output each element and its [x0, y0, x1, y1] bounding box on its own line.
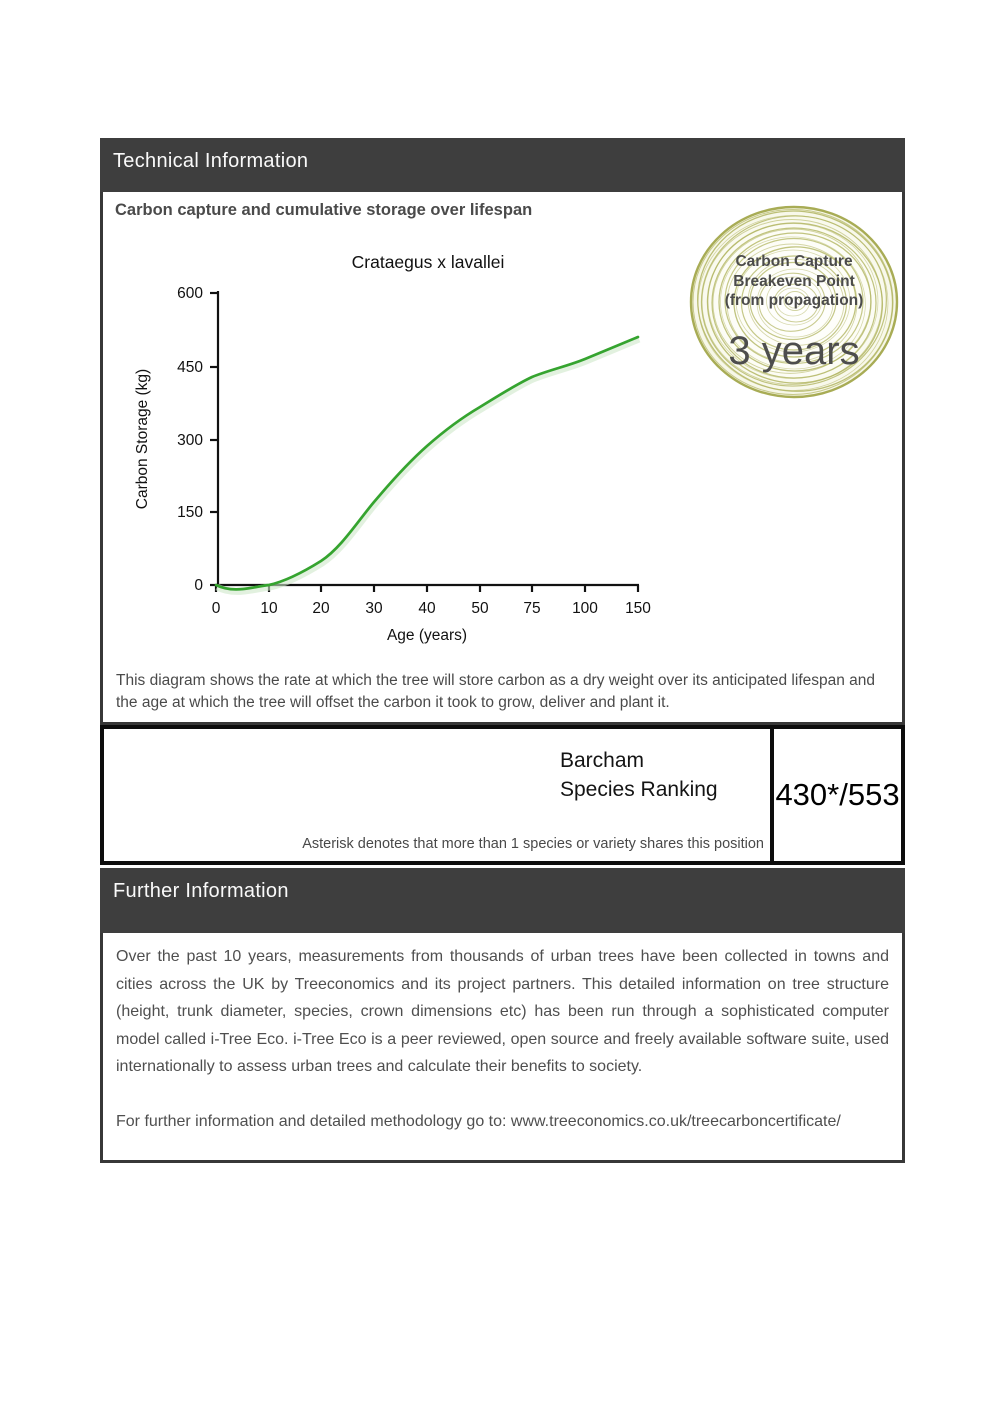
further-information-paragraph: Over the past 10 years, measurements from thousands of urban trees have been collected in towns and cities across the UK by Treeconomics and its project partners. This detailed information on tree structure (height, trunk diameter, species, crown dimensions etc) has been run through a sophisticated computer model called i-Tree Eco. i-Tree Eco is a peer reviewed, open source and freely available software suite, used internationally to assess urban trees and calculate their benefits to society. — [116, 948, 889, 1075]
further-information-header — [100, 868, 905, 933]
ranking-label-line1: Barcham — [560, 749, 645, 772]
ranking-value-cell — [770, 729, 901, 861]
technical-section — [100, 192, 905, 725]
y-axis-title: Carbon Storage (kg) — [134, 368, 151, 510]
x-tick-label: 40 — [418, 600, 436, 617]
y-tick-label: 300 — [177, 432, 203, 449]
x-tick-label: 0 — [211, 600, 221, 617]
x-tick-label: 150 — [625, 600, 651, 617]
y-tick-label: 150 — [177, 504, 203, 521]
x-tick-label: 30 — [365, 600, 383, 617]
x-tick-label: 50 — [471, 600, 489, 617]
badge-label-line1: Carbon Capture — [735, 253, 853, 270]
technical-information-title: Technical Information — [113, 150, 309, 172]
carbon-storage-curve — [216, 337, 638, 589]
x-tick-label: 10 — [260, 600, 278, 617]
ranking-label-line2: Species Ranking — [560, 778, 718, 801]
x-tick-label: 20 — [312, 600, 330, 617]
ranking-label — [560, 746, 718, 804]
badge-label-line2: Breakeven Point — [733, 272, 855, 290]
ranking-value: 430*/553 — [775, 777, 900, 812]
chart-section-heading: Carbon capture and cumulative storage over lifespan — [115, 201, 533, 219]
further-information-title: Further Information — [113, 880, 289, 902]
x-axis-title: Age (years) — [386, 627, 468, 644]
y-tick-label: 450 — [177, 359, 203, 376]
carbon-storage-chart — [127, 242, 689, 650]
species-ranking-section — [100, 725, 905, 865]
y-axis — [210, 291, 218, 586]
x-tick-label: 100 — [572, 600, 598, 617]
chart-description: This diagram shows the rate at which the tree will store carbon as a dry weight over its anticipated lifespan and the age at which the tree will offset the carbon it took to grow, deliver and plant it. — [116, 672, 876, 711]
y-tick-label: 0 — [194, 577, 203, 594]
breakeven-badge — [688, 205, 900, 403]
y-tick-label: 600 — [177, 285, 203, 302]
badge-breakeven-value: 3 years — [728, 328, 860, 373]
badge-label-line3: (from propagation) — [724, 292, 864, 309]
technical-information-header — [100, 138, 905, 192]
chart-title: Crataegus x lavallei — [351, 252, 505, 272]
ranking-label-cell — [104, 729, 770, 861]
further-information-section — [100, 933, 905, 1163]
ranking-footnote: Asterisk denotes that more than 1 species or variety shares this position — [302, 836, 764, 852]
x-tick-label: 75 — [523, 600, 541, 617]
further-information-link-line: For further information and detailed methodology go to: www.treeconomics.co.uk/treecarboncertificate/ — [116, 1112, 841, 1130]
curve-halo — [217, 339, 639, 591]
